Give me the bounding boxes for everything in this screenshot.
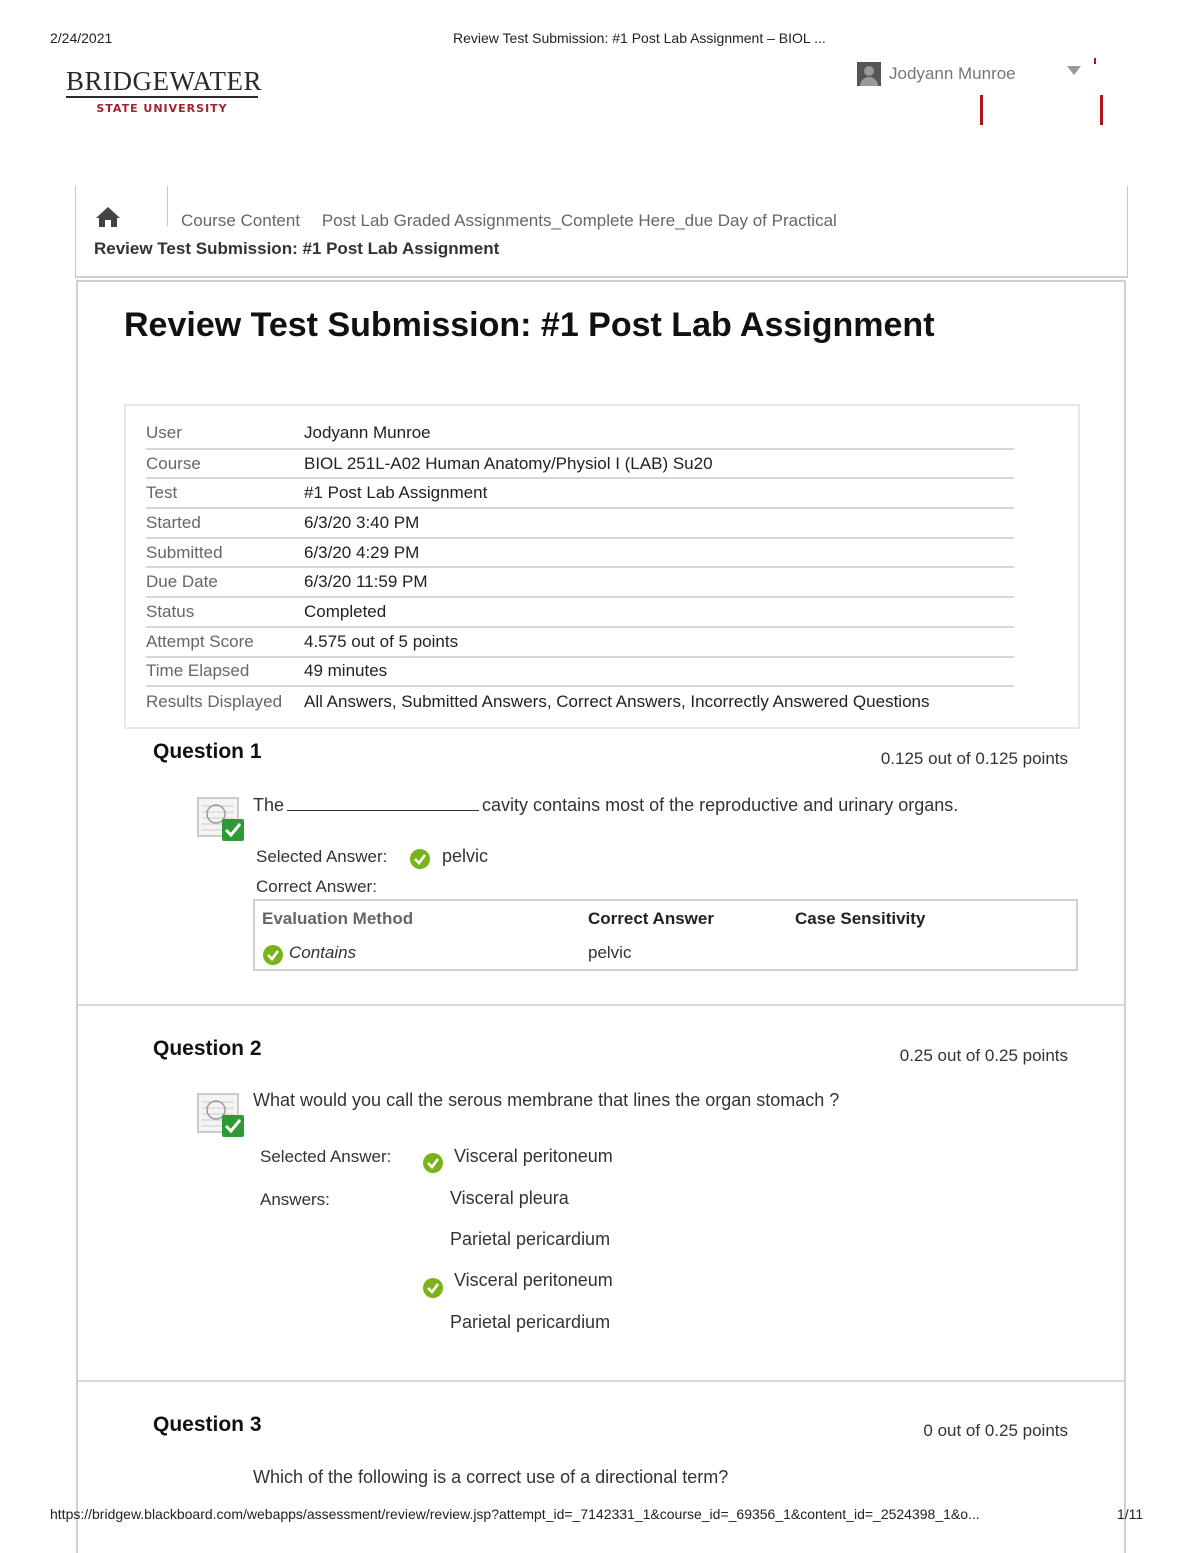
table-row bbox=[146, 567, 1014, 597]
user-menu[interactable] bbox=[857, 62, 1016, 86]
answer-option: Visceral pleura bbox=[450, 1188, 569, 1208]
question-divider bbox=[78, 1004, 1124, 1006]
row-value: All Answers, Submitted Answers, Correct Answers, Incorrectly Answered Questions bbox=[304, 691, 930, 711]
table-row bbox=[146, 686, 1014, 716]
notification-tick bbox=[1094, 58, 1096, 64]
print-date: 2/24/2021 bbox=[50, 30, 113, 46]
correct-question-icon bbox=[196, 1088, 246, 1138]
row-value: 49 minutes bbox=[304, 657, 1014, 687]
check-icon bbox=[263, 945, 283, 965]
row-label: Time Elapsed bbox=[146, 657, 304, 687]
selected-answer-label: Selected Answer: bbox=[260, 1147, 392, 1166]
column-header-evaluation-method: Evaluation Method bbox=[262, 909, 414, 928]
question-2-text: What would you call the serous membrane that lines the organ stomach ? bbox=[253, 1090, 840, 1110]
page-title: Review Test Submission: #1 Post Lab Assignment bbox=[124, 306, 935, 344]
logo-subtitle: STATE UNIVERSITY bbox=[96, 102, 228, 115]
table-row bbox=[146, 657, 1014, 687]
fill-in-blank bbox=[287, 795, 479, 811]
user-name: Jodyann Munroe bbox=[889, 64, 1016, 83]
evaluation-method-value: Contains bbox=[289, 943, 357, 962]
avatar bbox=[857, 62, 881, 86]
main-content bbox=[76, 280, 1126, 1553]
correct-answer-table bbox=[253, 899, 1078, 971]
chevron-down-icon[interactable] bbox=[1067, 66, 1081, 75]
answer-option: Parietal pericardium bbox=[450, 1312, 611, 1332]
submission-summary bbox=[124, 404, 1080, 729]
row-label: Results Displayed bbox=[146, 691, 283, 711]
column-header-correct-answer: Correct Answer bbox=[588, 909, 714, 928]
breadcrumb-links bbox=[181, 211, 854, 231]
table-row bbox=[146, 597, 1014, 627]
row-value: 6/3/20 3:40 PM bbox=[304, 508, 1014, 538]
question-2-title: Question 2 bbox=[153, 1037, 262, 1060]
row-label: Status bbox=[146, 597, 304, 627]
question-1-points: 0.125 out of 0.125 points bbox=[880, 749, 1068, 768]
table-row bbox=[146, 419, 1014, 449]
university-logo[interactable] bbox=[66, 66, 262, 115]
table-row bbox=[146, 478, 1014, 508]
row-label: Course bbox=[146, 449, 304, 479]
answers-label: Answers: bbox=[260, 1190, 330, 1209]
row-label: Test bbox=[146, 478, 304, 508]
breadcrumb bbox=[75, 186, 1128, 278]
print-url: https://bridgew.blackboard.com/webapps/assessment/review/review.jsp?attempt_id=_7142331_1&course_id=_69356_1&content_id=_2524398_1&o... bbox=[50, 1506, 980, 1522]
question-3-points: 0 out of 0.25 points bbox=[923, 1421, 1068, 1440]
question-1-text-end: cavity contains most of the reproductive and urinary organs. bbox=[482, 795, 959, 815]
table-row bbox=[146, 627, 1014, 657]
question-3-text: Which of the following is a correct use of a directional term? bbox=[253, 1467, 729, 1487]
header-accent-right bbox=[1100, 95, 1103, 125]
row-value: 6/3/20 4:29 PM bbox=[304, 538, 1014, 568]
check-icon bbox=[423, 1153, 443, 1173]
correct-answer-value: pelvic bbox=[588, 943, 632, 962]
summary-table bbox=[146, 419, 1014, 716]
selected-answer-value: pelvic bbox=[442, 846, 489, 866]
table-row bbox=[146, 508, 1014, 538]
question-1-text bbox=[253, 795, 958, 816]
row-value: BIOL 251L-A02 Human Anatomy/Physiol I (LAB) Su20 bbox=[304, 449, 1014, 479]
answer-option-correct: Visceral peritoneum bbox=[454, 1270, 613, 1290]
question-3-title: Question 3 bbox=[153, 1413, 262, 1436]
selected-answer-value: Visceral peritoneum bbox=[454, 1146, 613, 1166]
breadcrumb-course-content[interactable]: Course Content bbox=[181, 211, 301, 230]
correct-question-icon bbox=[196, 792, 246, 842]
header-accent-left bbox=[980, 95, 983, 125]
row-value: 6/3/20 11:59 PM bbox=[304, 567, 1014, 597]
question-1-title: Question 1 bbox=[153, 740, 262, 763]
check-icon bbox=[423, 1278, 443, 1298]
question-2-points: 0.25 out of 0.25 points bbox=[899, 1046, 1068, 1065]
row-value: 4.575 out of 5 points bbox=[304, 627, 1014, 657]
row-value: Completed bbox=[304, 597, 1014, 627]
column-header-case-sensitivity: Case Sensitivity bbox=[795, 909, 926, 928]
row-value: #1 Post Lab Assignment bbox=[304, 478, 1014, 508]
correct-answer-label: Correct Answer: bbox=[256, 877, 377, 896]
row-label: Started bbox=[146, 508, 304, 538]
logo-rule bbox=[66, 96, 258, 98]
home-icon[interactable] bbox=[95, 206, 121, 233]
row-label: Due Date bbox=[146, 567, 304, 597]
row-label: Attempt Score bbox=[146, 627, 304, 657]
answer-option: Parietal pericardium bbox=[450, 1229, 611, 1249]
question-divider bbox=[78, 1380, 1124, 1382]
table-row bbox=[146, 449, 1014, 479]
row-label: User bbox=[146, 419, 304, 449]
print-title: Review Test Submission: #1 Post Lab Assignment – BIOL ... bbox=[453, 30, 826, 46]
breadcrumb-current: Review Test Submission: #1 Post Lab Assignment bbox=[94, 239, 500, 258]
print-page-number: 1/11 bbox=[1117, 1506, 1144, 1522]
check-icon bbox=[410, 849, 430, 869]
crumb-divider bbox=[167, 186, 168, 226]
selected-answer-label: Selected Answer: bbox=[256, 847, 388, 866]
breadcrumb-post-lab-folder[interactable]: Post Lab Graded Assignments_Complete Here_due Day of Practical bbox=[321, 211, 837, 230]
row-value: Jodyann Munroe bbox=[304, 419, 1014, 449]
question-1-text-start: The bbox=[253, 795, 285, 815]
logo-wordmark: BRIDGEWATER bbox=[66, 66, 262, 96]
table-row bbox=[146, 538, 1014, 568]
row-label: Submitted bbox=[146, 538, 304, 568]
